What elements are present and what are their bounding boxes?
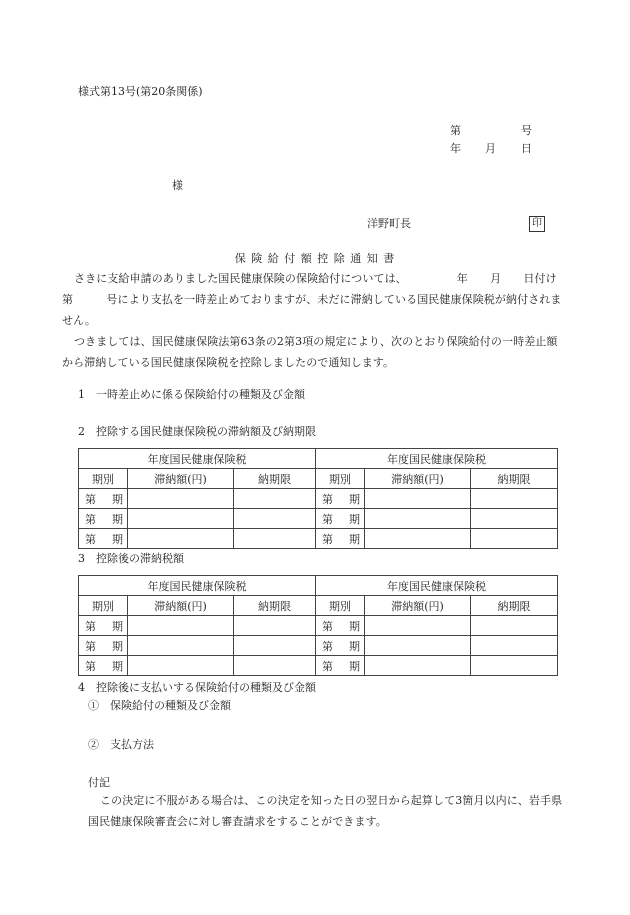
col-period: 期別: [316, 469, 365, 489]
section-4-item-1: ① 保険給付の種類及び金額: [88, 699, 231, 712]
period-ki: 期: [349, 512, 361, 526]
deadline-cell: [234, 489, 316, 509]
table-header-row: [79, 576, 558, 596]
col-period: 期別: [79, 469, 128, 489]
deadline-cell: [234, 636, 316, 656]
period-cell: [316, 616, 365, 636]
col-amount: 滞納額(円): [365, 596, 471, 616]
number-dai-label: 第: [450, 124, 461, 137]
table-column-row: [79, 469, 558, 489]
table-row: [79, 636, 558, 656]
period-ki: 期: [112, 512, 123, 526]
table-row: [79, 489, 558, 509]
col-amount: 滞納額(円): [365, 469, 471, 489]
period-ki: 期: [349, 492, 361, 506]
deadline-cell: [471, 529, 558, 549]
period-dai: 第: [322, 492, 334, 506]
group-header-left: 年度国民健康保険税: [79, 449, 316, 469]
deadline-cell: [234, 656, 316, 676]
date-month-label: 月: [485, 142, 496, 155]
deadline-cell: [234, 529, 316, 549]
period-cell: [79, 616, 128, 636]
period-ki: 期: [112, 659, 123, 673]
section-2-heading: 2 控除する国民健康保険税の滞納額及び納期限: [78, 425, 316, 438]
amount-cell: [365, 529, 471, 549]
group-header-left: 年度国民健康保険税: [79, 576, 316, 596]
col-amount: 滞納額(円): [128, 469, 234, 489]
amount-cell: [128, 656, 234, 676]
period-dai: 第: [322, 639, 334, 653]
number-go-label: 号: [521, 124, 532, 137]
remaining-tax-table: [78, 575, 558, 676]
period-dai: 第: [322, 512, 334, 526]
amount-cell: [128, 509, 234, 529]
deadline-cell: [234, 616, 316, 636]
period-ki: 期: [349, 532, 361, 546]
col-deadline: 納期限: [234, 469, 316, 489]
amount-cell: [128, 636, 234, 656]
period-cell: [316, 509, 365, 529]
period-dai: 第: [85, 659, 96, 673]
deduction-tax-table: [78, 448, 558, 549]
period-ki: 期: [349, 639, 361, 653]
period-cell: [316, 489, 365, 509]
period-ki: 期: [112, 532, 123, 546]
period-ki: 期: [112, 619, 123, 633]
section-4-heading: 4 控除後に支払いする保険給付の種類及び金額: [78, 681, 316, 694]
amount-cell: [128, 529, 234, 549]
period-ki: 期: [349, 659, 361, 673]
period-dai: 第: [85, 492, 96, 506]
period-cell: [316, 529, 365, 549]
period-cell: [79, 509, 128, 529]
section-4-item-2: ② 支払方法: [88, 738, 154, 751]
document-title: 保 険 給 付 額 控 除 通 知 書: [234, 252, 396, 265]
period-ki: 期: [349, 619, 361, 633]
table-row: [79, 529, 558, 549]
seal-stamp: 印: [529, 216, 545, 232]
period-dai: 第: [85, 532, 96, 546]
amount-cell: [365, 489, 471, 509]
deadline-cell: [471, 509, 558, 529]
section-3-heading: 3 控除後の滞納税額: [78, 552, 184, 565]
period-dai: 第: [322, 659, 334, 673]
period-cell: [79, 489, 128, 509]
col-period: 期別: [79, 596, 128, 616]
amount-cell: [365, 636, 471, 656]
amount-cell: [128, 489, 234, 509]
col-deadline: 納期限: [471, 596, 558, 616]
note-text: この決定に不服がある場合は、この決定を知った日の翌日から起算して3箇月以内に、岩手県国民健康保険審査会に対し審査請求をすることができます。: [88, 794, 563, 828]
period-dai: 第: [85, 639, 96, 653]
table-row: [79, 656, 558, 676]
addressee-sama: 様: [172, 179, 183, 192]
period-cell: [79, 636, 128, 656]
deadline-cell: [471, 656, 558, 676]
col-deadline: 納期限: [234, 596, 316, 616]
period-cell: [316, 656, 365, 676]
period-dai: 第: [85, 512, 96, 526]
amount-cell: [365, 509, 471, 529]
deadline-cell: [471, 616, 558, 636]
table-row: [79, 616, 558, 636]
col-amount: 滞納額(円): [128, 596, 234, 616]
period-dai: 第: [322, 532, 334, 546]
period-cell: [79, 529, 128, 549]
col-deadline: 納期限: [471, 469, 558, 489]
table-column-row: [79, 596, 558, 616]
amount-cell: [128, 616, 234, 636]
section-1-heading: 1 一時差止めに係る保険給付の種類及び金額: [78, 388, 305, 401]
deadline-cell: [471, 489, 558, 509]
group-header-right: 年度国民健康保険税: [316, 449, 558, 469]
form-number: 様式第13号(第20条関係): [78, 85, 203, 98]
col-period: 期別: [316, 596, 365, 616]
deadline-cell: [234, 509, 316, 529]
amount-cell: [365, 616, 471, 636]
issuer-name: 洋野町長: [367, 217, 411, 230]
deadline-cell: [471, 636, 558, 656]
group-header-right: 年度国民健康保険税: [316, 576, 558, 596]
period-cell: [79, 656, 128, 676]
amount-cell: [365, 656, 471, 676]
body-paragraph-1: さきに支給申請のありました国民健康保険の保険給付については、 年 月 日付け 第 号により支払を一時差止めておりますが、未だに滞納している国民健康保険税が納付されません。: [62, 272, 579, 327]
body-paragraph-2: つきましては、国民健康保険法第63条の2第3項の規定により、次のとおり保険給付の一時差止額から滞納している国民健康保険税を控除しましたので通知します。: [62, 335, 558, 369]
period-dai: 第: [85, 619, 96, 633]
period-dai: 第: [322, 619, 334, 633]
note-heading: 付記: [88, 776, 110, 789]
table-row: [79, 509, 558, 529]
period-ki: 期: [112, 492, 123, 506]
date-year-label: 年: [450, 142, 461, 155]
date-day-label: 日: [521, 142, 532, 155]
table-header-row: [79, 449, 558, 469]
period-cell: [316, 636, 365, 656]
period-ki: 期: [112, 639, 123, 653]
